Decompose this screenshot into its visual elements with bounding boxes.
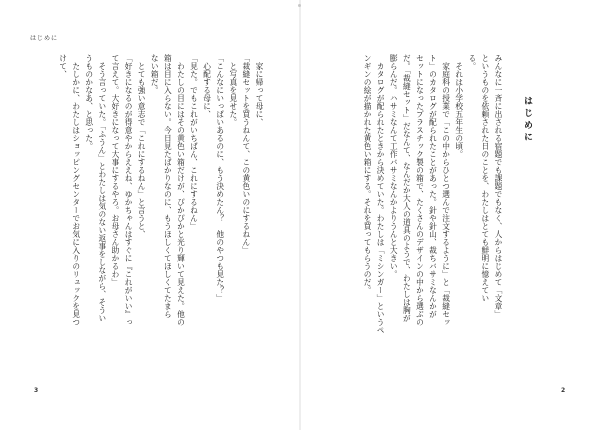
text-line: みんなに一斉に出される宿題でも課題でもなく、人からはじめて「文章」 <box>494 54 503 318</box>
text-line: ンギンの絵が描かれた黄色い箱にする。それを買ってもらうのだ。 <box>363 54 373 294</box>
text-line: そう言っていた。「ふうん」とわたしは気のない返事をしながら、そうい <box>97 54 107 323</box>
text-line: 家に帰って母に、 <box>255 54 264 126</box>
text-line: うものかなあ、と思った。 <box>84 54 94 150</box>
text-line: 家庭科の授業で「この中からひとつ選んで注文するように」と「裁縫セッ <box>441 54 451 326</box>
text-line: 「こんなにいっぱいあるのに、もう決めたん？ 他のやつも見た？」 <box>215 54 225 302</box>
page-number-right: 2 <box>561 387 566 394</box>
text-line: 「見た。でもこれがいちばん、これにするねん」 <box>189 54 199 230</box>
running-head: はじめに <box>30 35 59 42</box>
text-line: と写真を見せた。 <box>228 54 238 126</box>
page-number-left: 3 <box>34 387 39 394</box>
text-line: 「好きになるのが得意やからええね、ゆかちゃんはすぐに『これがいい』っ <box>124 54 134 326</box>
text-line: たしかに、わたしはショッピングセンターでお気に入りのリュックを見つ <box>71 54 81 326</box>
text-line: わたしの目にはその黄色い箱だけが、ぴかぴかと光り輝いて見えた。他の <box>176 54 186 326</box>
text-line: とても強い意志で「これにするねん」と言うと、 <box>137 54 147 238</box>
text-line: というものを依頼された日のことを、わたしはとても鮮明に憶えてい <box>480 54 490 302</box>
text-line: ト」のカタログが配られたことがあった。針や針山、裁ちバサミなんかが <box>428 54 438 318</box>
text-line: カタログが配られたときから決めていた。わたしは「ミシンガー」というペ <box>376 54 386 334</box>
text-line: それは小学校五年生の頃。 <box>454 54 464 158</box>
text-line: て言えて。大好きになって大事にするやろ。お母さん助かるわ」 <box>110 54 120 286</box>
text-line: ない箱だ。 <box>150 54 160 94</box>
text-line: 箱は目に入らない。今日見たばかりなのに、もうほしくてほしくてたまら <box>163 54 173 318</box>
text-line: セットになったプラスチック製の箱で、たくさんのデザインの中から選ぶの <box>415 54 425 326</box>
right-page-body-text <box>326 54 505 379</box>
text-line: けて、 <box>58 54 68 78</box>
text-line: 「裁縫セットを買うねんて、この黄色いのにするねん」 <box>241 54 251 254</box>
text-line: 膨らんだ。ハサミなんて工作バサミなんかよりうんと大きい。 <box>389 54 399 278</box>
text-line: だ。「裁縫セット」だなんて、なんだか大人の道具のようで、わたしは胸が <box>402 54 412 323</box>
chapter-title: はじめに <box>522 96 532 144</box>
text-line: 心配する母に、 <box>202 54 212 118</box>
left-page-body-text <box>33 54 266 379</box>
text-line: る。 <box>467 54 477 70</box>
